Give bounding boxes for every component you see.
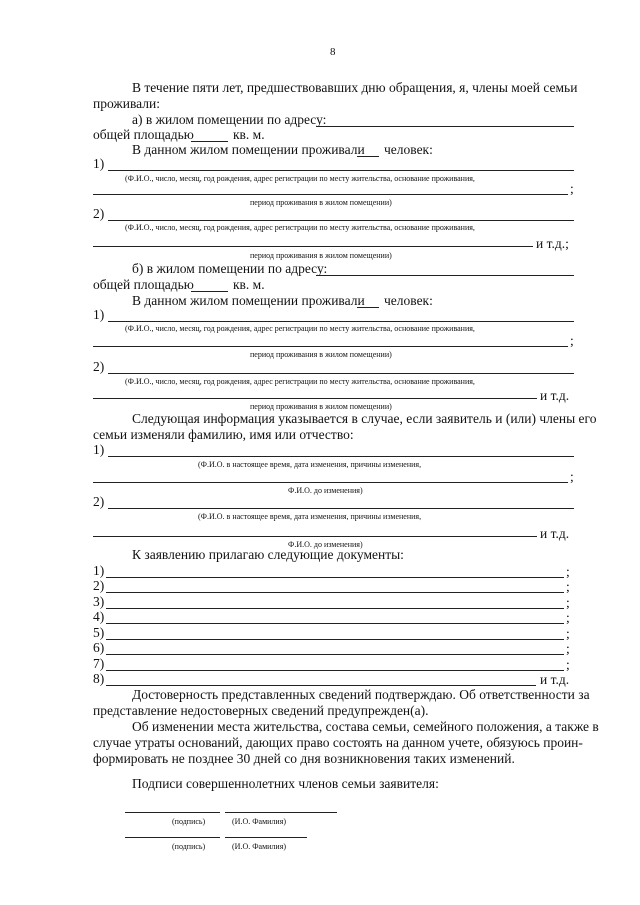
etc-label: и т.д. [540,672,570,687]
document-2-number: 2) [93,578,105,593]
sec-a-person-2-field[interactable] [108,220,574,221]
person-hint: (Ф.И.О., число, месяц, год рождения, адрес регистрации по месту жительства, основание проживания, [125,174,475,183]
sec-b-person-2-number: 2) [93,359,105,374]
document-7-field[interactable] [106,670,564,671]
sign-hint: (подпись) [172,842,206,851]
name-current-hint: (Ф.И.О. в настоящее время, дата изменения, причины изменения, [198,460,422,469]
name-before-hint: Ф.И.О. до изменения) [288,540,363,549]
sec-a-lived-count-field[interactable] [357,156,379,157]
semicolon: ; [566,564,570,579]
period-hint: период проживания в жилом помещении) [250,402,392,411]
document-6-number: 6) [93,640,105,655]
sec-b-area-label: общей площадью [93,277,194,292]
document-4-field[interactable] [106,623,564,624]
document-4-number: 4) [93,609,105,624]
document-7-number: 7) [93,656,105,671]
signature-1-field[interactable] [125,812,220,813]
etc-label: и т.д.; [536,236,569,251]
document-6-field[interactable] [106,654,564,655]
semicolon: ; [570,181,574,196]
sec-b-person-1-field[interactable] [108,321,574,322]
sec-a-address-field[interactable] [316,126,574,127]
name-change-2-number: 2) [93,494,105,509]
document-1-number: 1) [93,563,105,578]
signature-2-field[interactable] [125,837,220,838]
document-3-field[interactable] [106,608,564,609]
documents-title: К заявлению прилагаю следующие документы: [132,547,404,562]
etc-label: и т.д. [540,526,570,541]
obligation-line-3: формировать не позднее 30 дней со дня возникновения таких изменений. [93,751,515,766]
semicolon: ; [566,641,570,656]
name-change-line-2: семьи изменяли фамилию, имя или отчество: [93,427,354,442]
document-8-number: 8) [93,671,105,686]
sec-a-lived-unit: человек: [384,142,433,157]
person-hint: (Ф.И.О., число, месяц, год рождения, адрес регистрации по месту жительства, основание проживания, [125,324,475,333]
name-change-1-before-field[interactable] [93,482,568,483]
sec-a-person-2-period-field[interactable] [93,246,533,247]
intro-line-2: проживали: [93,96,160,111]
name-change-2-before-field[interactable] [93,536,537,537]
sec-b-lived-label: В данном жилом помещении проживали [132,293,365,308]
sec-b-address-label: б) в жилом помещении по адресу: [132,261,328,276]
sec-a-person-1-number: 1) [93,156,105,171]
person-hint: (Ф.И.О., число, месяц, год рождения, адрес регистрации по месту жительства, основание проживания, [125,377,475,386]
name-current-hint: (Ф.И.О. в настоящее время, дата изменения, причины изменения, [198,512,422,521]
semicolon: ; [570,333,574,348]
name-change-2-field[interactable] [108,508,574,509]
signature-2-name-field[interactable] [225,837,307,838]
name-hint: (И.О. Фамилия) [232,817,287,826]
sec-a-person-1-period-field[interactable] [93,194,568,195]
etc-label: и т.д. [540,388,570,403]
sec-b-person-1-number: 1) [93,307,105,322]
sign-hint: (подпись) [172,817,206,826]
document-5-number: 5) [93,625,105,640]
period-hint: период проживания в жилом помещении) [250,251,392,260]
sec-a-person-1-field[interactable] [108,170,574,171]
signature-1-name-field[interactable] [225,812,337,813]
semicolon: ; [570,469,574,484]
document-8-field[interactable] [106,685,536,686]
sec-a-person-2-number: 2) [93,206,105,221]
name-change-1-field[interactable] [108,456,574,457]
sec-b-person-2-period-field[interactable] [93,398,537,399]
name-change-1-number: 1) [93,442,105,457]
document-3-number: 3) [93,594,105,609]
sec-b-lived-count-field[interactable] [357,307,379,308]
page-number: 8 [330,46,336,58]
name-hint: (И.О. Фамилия) [232,842,287,851]
semicolon: ; [566,626,570,641]
obligation-line-1: Об изменении места жительства, состава семьи, семейного положения, а также в [132,719,599,734]
sec-b-lived-unit: человек: [384,293,433,308]
period-hint: период проживания в жилом помещении) [250,350,392,359]
intro-line-1: В течение пяти лет, предшествовавших дню обращения, я, члены моей семьи [132,80,578,95]
name-change-line-1: Следующая информация указывается в случае, если заявитель и (или) члены его [132,411,597,426]
sec-b-address-field[interactable] [316,275,574,276]
document-2-field[interactable] [106,592,564,593]
sec-a-area-label: общей площадью [93,127,194,142]
semicolon: ; [566,657,570,672]
document-1-field[interactable] [106,577,564,578]
semicolon: ; [566,579,570,594]
sec-b-person-2-field[interactable] [108,373,574,374]
sec-b-person-1-period-field[interactable] [93,346,568,347]
sec-b-area-unit: кв. м. [233,277,265,292]
confirm-line-2: представление недостоверных сведений предупрежден(а). [93,703,429,718]
semicolon: ; [566,610,570,625]
period-hint: период проживания в жилом помещении) [250,198,392,207]
semicolon: ; [566,595,570,610]
obligation-line-2: случае утраты оснований, дающих право состоять на данном учете, обязуюсь проин- [93,735,583,750]
sec-b-area-field[interactable] [191,291,228,292]
confirm-line-1: Достоверность представленных сведений подтверждаю. Об ответственности за [132,687,590,702]
name-before-hint: Ф.И.О. до изменения) [288,486,363,495]
sec-a-area-unit: кв. м. [233,127,265,142]
document-5-field[interactable] [106,639,564,640]
sec-a-lived-label: В данном жилом помещении проживали [132,142,365,157]
signatures-title: Подписи совершеннолетних членов семьи заявителя: [132,776,439,791]
sec-a-address-label: а) в жилом помещении по адресу: [132,112,327,127]
person-hint: (Ф.И.О., число, месяц, год рождения, адрес регистрации по месту жительства, основание проживания, [125,223,475,232]
